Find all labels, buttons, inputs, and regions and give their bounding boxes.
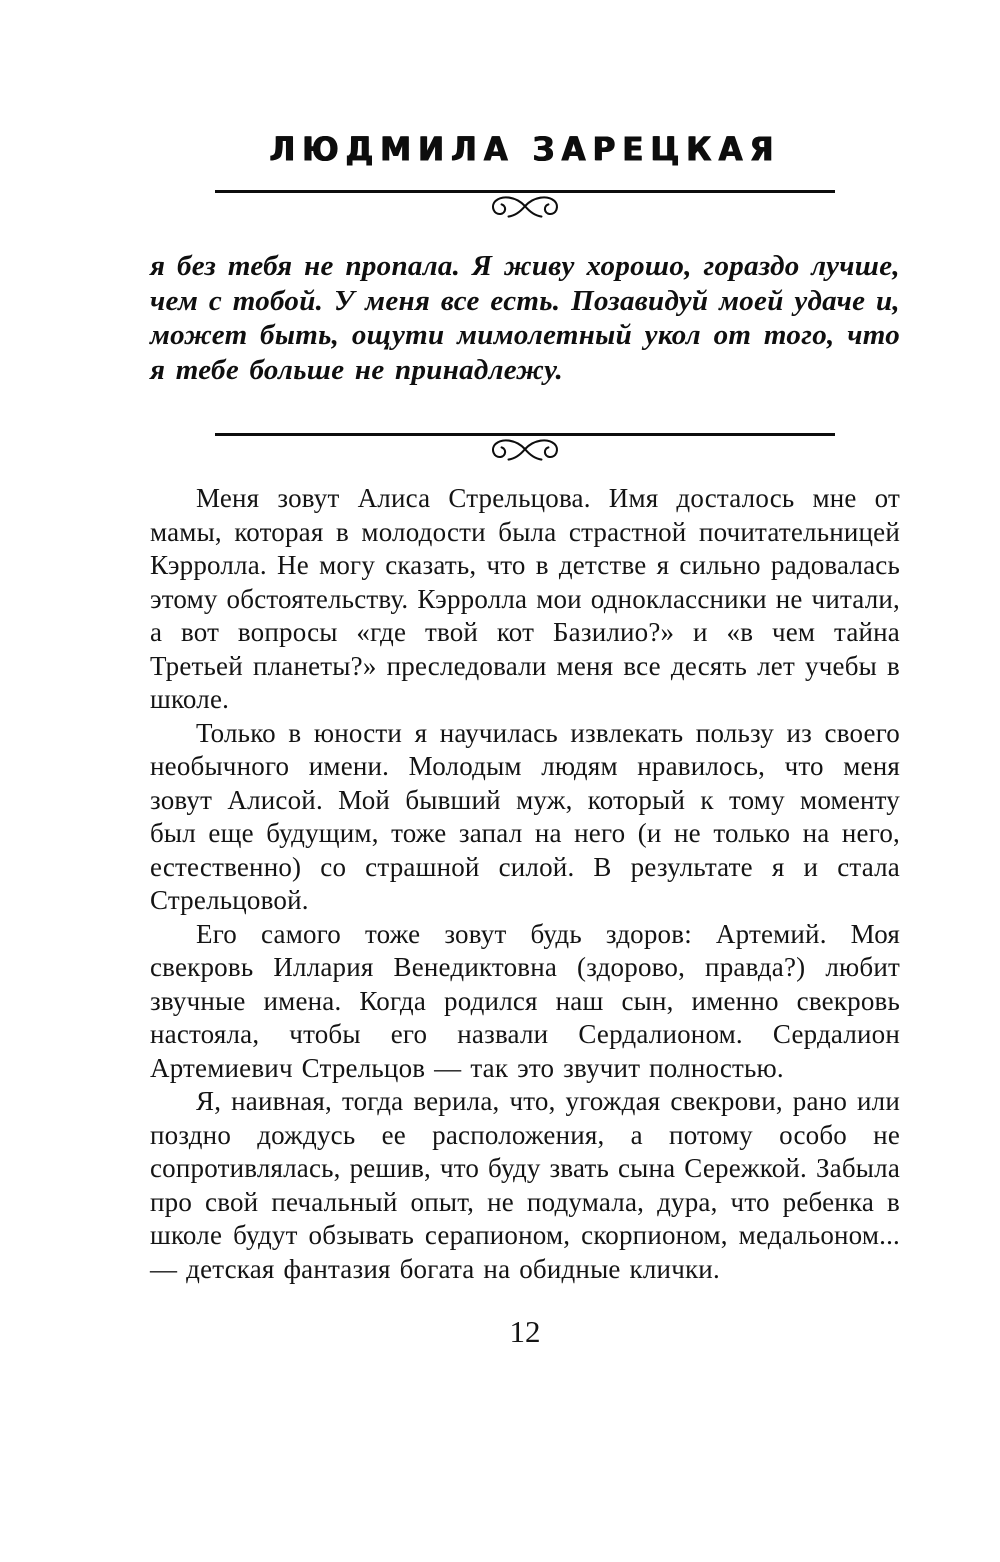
paragraph-1: Меня зовут Алиса Стрельцова. Имя досталось мне от мамы, которая в молодости была страстной почитательницей Кэрролла. Не могу сказать, что в детстве я сильно радовалась этому обстоятельству. Кэрролла мои одноклассники не читали, а вот вопросы «где твой кот Базилио?» и «в чем тайна Третьей планеты?» преследовали меня все десять лет учебы в школе. xyxy=(150,483,900,714)
body-text xyxy=(150,482,900,1286)
divider-rule xyxy=(215,433,835,436)
epigraph-quote: я без тебя не пропала. Я живу хорошо, гораздо лучше, чем с тобой. У меня все есть. Позавидуй моей удаче и, может быть, ощути мимолетный укол от того, что я тебе больше не принадлежу. xyxy=(150,250,900,386)
paragraph-2: Только в юности я научилась извлекать пользу из своего необычного имени. Молодым людям нравилось, что меня зовут Алисой. Мой бывший муж, который к тому моменту был еще будущим, тоже запал на него (и не только на него, естественно) со страшной силой. В результате я и стала Стрельцовой. xyxy=(150,717,900,915)
section-divider-middle xyxy=(215,433,835,468)
divider-rule xyxy=(215,190,835,193)
text-column xyxy=(150,132,900,1350)
running-header: ЛЮДМИЛА ЗАРЕЦКАЯ xyxy=(269,131,781,169)
paragraph-4: Я, наивная, тогда верила, что, угождая свекрови, рано или поздно дождусь ее расположения, а потому особо не сопротивлялась, решив, что буду звать сына Сережкой. Забыла про свой печальный опыт, не подумала, дура, что ребенка в школе будут обзывать серапионом, скорпионом, медальоном... — детская фантазия богата на обидные клички. xyxy=(150,1086,900,1284)
paragraph-3: Его самого тоже зовут будь здоров: Артемий. Моя свекровь Иллария Венедиктовна (здорово, правда?) любит звучные имена. Когда родился наш сын, именно свекровь настояла, чтобы его назвали Сердалионом. Сердалион Артемиевич Стрельцов — так это звучит полностью. xyxy=(150,918,900,1083)
section-divider-top xyxy=(215,190,835,225)
page-number: 12 xyxy=(509,1314,541,1349)
floral-scroll-ornament-icon xyxy=(481,194,569,220)
floral-scroll-ornament-icon xyxy=(481,437,569,463)
